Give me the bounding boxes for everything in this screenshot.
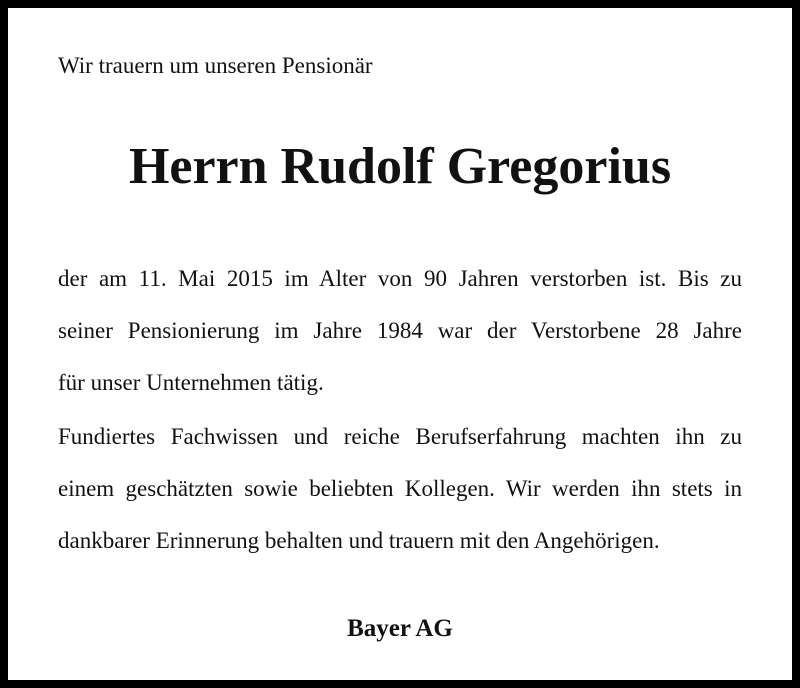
company-signature: Bayer AG: [347, 615, 453, 642]
text-line: dankbarer Erinnerung behalten und trauern mit den Angehörigen.: [58, 528, 660, 553]
deceased-name: Herrn Rudolf Gregorius: [128, 138, 672, 195]
text-line: Fundiertes Fachwissen und reiche Berufserfahrung machten ihn zu: [58, 424, 742, 449]
paragraph-biography: [58, 253, 742, 409]
paragraph-tribute: [58, 411, 742, 567]
text-line: der am 11. Mai 2015 im Alter von 90 Jahren verstorben ist. Bis zu: [58, 266, 742, 291]
intro-line: Wir trauern um unseren Pensionär: [58, 53, 373, 78]
text-line: seiner Pensionierung im Jahre 1984 war der Verstorbene 28 Jahre: [58, 318, 742, 343]
text-line: einem geschätzten sowie beliebten Kollegen. Wir werden ihn stets in: [58, 476, 742, 501]
text-line: für unser Unternehmen tätig.: [58, 370, 324, 395]
